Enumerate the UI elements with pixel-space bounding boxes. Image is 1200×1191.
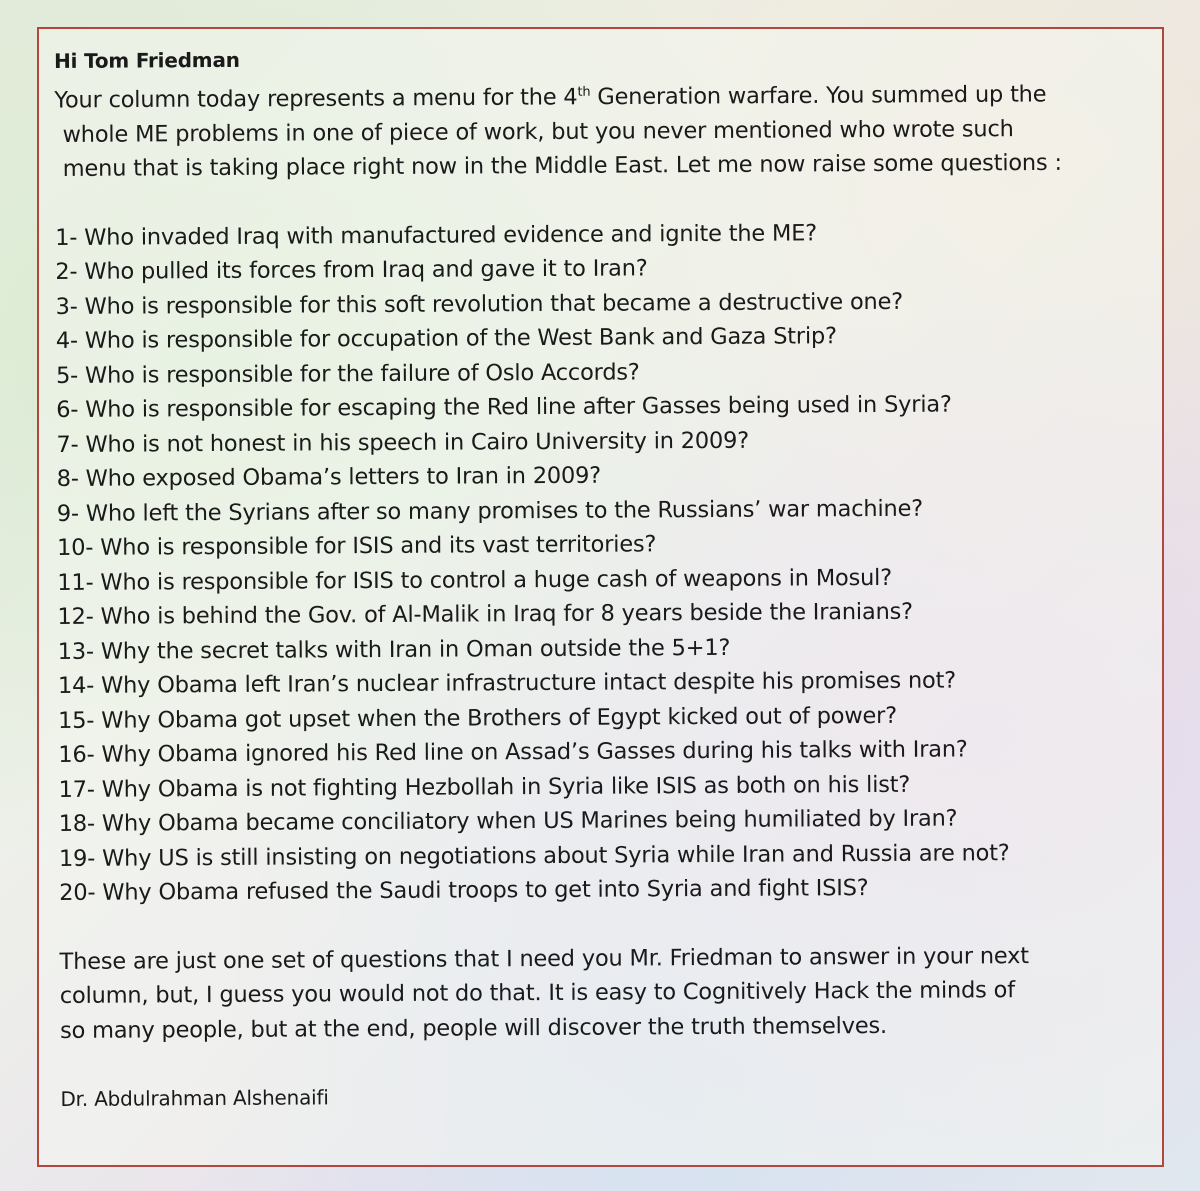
question-item: 14- Why Obama left Iran’s nuclear infrastructure intact despite his promises not?	[57, 667, 957, 699]
question-item: 4- Who is responsible for occupation of the West Bank and Gaza Strip?	[55, 323, 837, 354]
intro-line: whole ME problems in one of piece of work, but you never mentioned who wrote such	[62, 115, 1014, 148]
ordinal-suffix: th	[577, 84, 591, 100]
closing-line: so many people, but at the end, people will discover the truth themselves.	[59, 1012, 888, 1044]
intro-paragraph	[54, 72, 1155, 187]
question-item: 10- Who is responsible for ISIS and its vast territories?	[56, 531, 657, 561]
question-item: 6- Who is responsible for escaping the Red line after Gasses being used in Syria?	[56, 391, 952, 423]
closing-paragraph	[60, 938, 1161, 1048]
question-item: 19- Why US is still insisting on negotiations about Syria while Iran and Russia are not?	[58, 839, 1010, 872]
signature: Dr. Abdulrahman Alshenaifi	[60, 1085, 329, 1111]
question-item: 3- Who is responsible for this soft revolution that became a destructive one?	[55, 288, 903, 320]
question-item: 20- Why Obama refused the Saudi troops to get into Syria and fight ISIS?	[59, 875, 869, 906]
question-item: 18- Why Obama became conciliatory when US Marines being humiliated by Iran?	[58, 805, 958, 837]
question-item: 2- Who pulled its forces from Iraq and gave it to Iran?	[55, 255, 648, 285]
intro-line: Your column today represents a menu for the 4th Generation warfare. You summed up the	[54, 80, 1047, 113]
question-item: 13- Why the secret talks with Iran in Oman outside the 5+1?	[57, 634, 731, 665]
closing-line: These are just one set of questions that I need you Mr. Friedman to answer in your next	[59, 942, 1029, 975]
intro-line: menu that is taking place right now in the Middle East. Let me now raise some questions :	[62, 149, 1062, 182]
question-item: 5- Who is responsible for the failure of Oslo Accords?	[55, 358, 640, 389]
question-item: 11- Who is responsible for ISIS to control a huge cash of weapons in Mosul?	[57, 564, 893, 596]
question-item: 17- Why Obama is not fighting Hezbollah in Syria like ISIS as both on his list?	[58, 771, 911, 803]
question-item: 9- Who left the Syrians after so many promises to the Russians’ war machine?	[56, 495, 924, 527]
letter-body	[54, 37, 1161, 1116]
question-item: 8- Who exposed Obama’s letters to Iran in 2009?	[56, 462, 602, 492]
question-item: 7- Who is not honest in his speech in Cairo University in 2009?	[56, 427, 750, 458]
greeting: Hi Tom Friedman	[54, 47, 240, 73]
question-item: 16- Why Obama ignored his Red line on Assad’s Gasses during his talks with Iran?	[58, 736, 968, 768]
question-item: 12- Who is behind the Gov. of Al-Malik in Iraq for 8 years beside the Iranians?	[57, 598, 913, 630]
question-item: 1- Who invaded Iraq with manufactured evidence and ignite the ME?	[55, 219, 818, 251]
questions-list	[55, 214, 1159, 911]
question-item: 15- Why Obama got upset when the Brothers of Egypt kicked out of power?	[58, 702, 898, 734]
closing-line: column, but, I guess you would not do that. It is easy to Cognitively Hack the minds of	[59, 977, 1015, 1009]
